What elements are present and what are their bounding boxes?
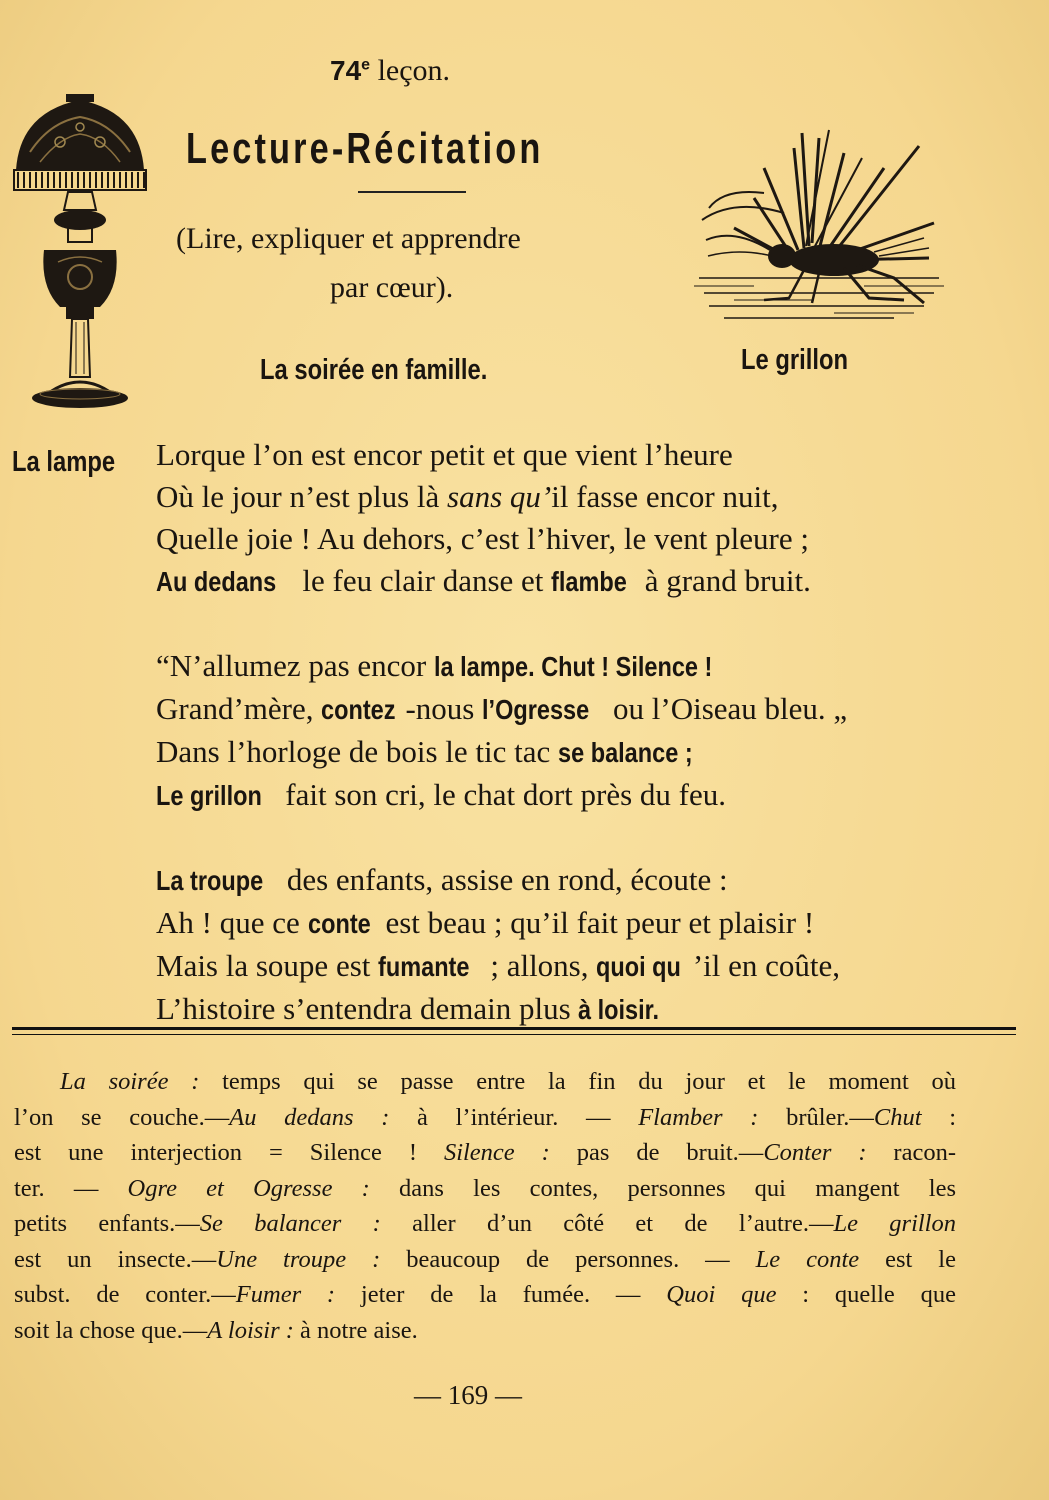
- poem-line: L’histoire s’entendra demain plus à loisir.: [156, 991, 660, 1026]
- glossary-line: l’on se couche.—Au dedans : à l’intérieur. — Flamber : brûler.—Chut :: [14, 1103, 956, 1131]
- glossary-line: petits enfants.—Se balancer : aller d’un côté et de l’autre.—Le grillon: [14, 1210, 956, 1237]
- lamp-illustration: [10, 92, 150, 417]
- poem: [156, 434, 1016, 1073]
- poem-title: La soirée en famille.: [260, 354, 488, 386]
- lesson-heading: [330, 54, 450, 88]
- stanza-3: [156, 859, 1016, 1031]
- glossary-line: est une interjection = Silence ! Silence : pas de bruit.—Conter : racon-: [14, 1139, 956, 1166]
- cricket-caption: Le grillon: [741, 344, 849, 376]
- glossary-line: ter. — Ogre et Ogresse : dans les contes, personnes qui mangent les: [14, 1174, 956, 1202]
- lesson-word: leçon.: [377, 54, 451, 87]
- glossary-line: est un insecte.—Une troupe : beaucoup de personnes. — Le conte est le: [14, 1245, 956, 1273]
- poem-line: Où le jour n’est plus là sans qu’il fasse encor nuit,: [156, 479, 779, 514]
- title-divider: [358, 191, 466, 193]
- section-divider-thin: [12, 1034, 1016, 1035]
- instruction-line-2: par cœur).: [330, 271, 454, 304]
- poem-line: La troupe des enfants, assise en rond, écoute :: [156, 862, 728, 897]
- stanza-1: [156, 434, 1016, 603]
- instruction-line-1: (Lire, expliquer et apprendre: [176, 222, 521, 255]
- page-title: Lecture-Récitation: [186, 124, 544, 173]
- poem-line: Le grillon fait son cri, le chat dort près du feu.: [156, 777, 727, 812]
- glossary-line: subst. de conter.—Fumer : jeter de la fumée. — Quoi que : quelle que: [14, 1281, 957, 1308]
- cricket-illustration: [694, 128, 944, 333]
- poem-line: Lorque l’on est encor petit et que vient l’heure: [156, 437, 733, 472]
- poem-line: Mais la soupe est fumante ; allons, quoi qu ’il en coûte,: [156, 948, 841, 983]
- poem-line: “N’allumez pas encor la lampe. Chut ! Silence !: [156, 648, 713, 683]
- poem-line: Ah ! que ce conte est beau ; qu’il fait peur et plaisir !: [156, 905, 815, 940]
- lamp-caption: La lampe: [12, 446, 116, 478]
- poem-line: Quelle joie ! Au dehors, c’est l’hiver, le vent pleure ;: [156, 521, 809, 556]
- poem-line: Au dedans le feu clair danse et flambe à grand bruit.: [156, 563, 811, 598]
- poem-line: Dans l’horloge de bois le tic tac se balance ;: [156, 734, 693, 769]
- glossary: [14, 1064, 956, 1348]
- page-number: — 169 —: [414, 1380, 522, 1410]
- section-divider-thick: [12, 1027, 1016, 1030]
- poem-line: Grand’mère, contez -nous l’Ogresse ou l’Oiseau bleu. „: [156, 691, 848, 726]
- lesson-number: 74e: [330, 55, 371, 86]
- stanza-2: [156, 645, 1016, 817]
- glossary-line: La soirée : temps qui se passe entre la fin du jour et le moment où: [60, 1068, 956, 1095]
- glossary-line: soit la chose que.—A loisir : à notre aise.: [14, 1316, 418, 1344]
